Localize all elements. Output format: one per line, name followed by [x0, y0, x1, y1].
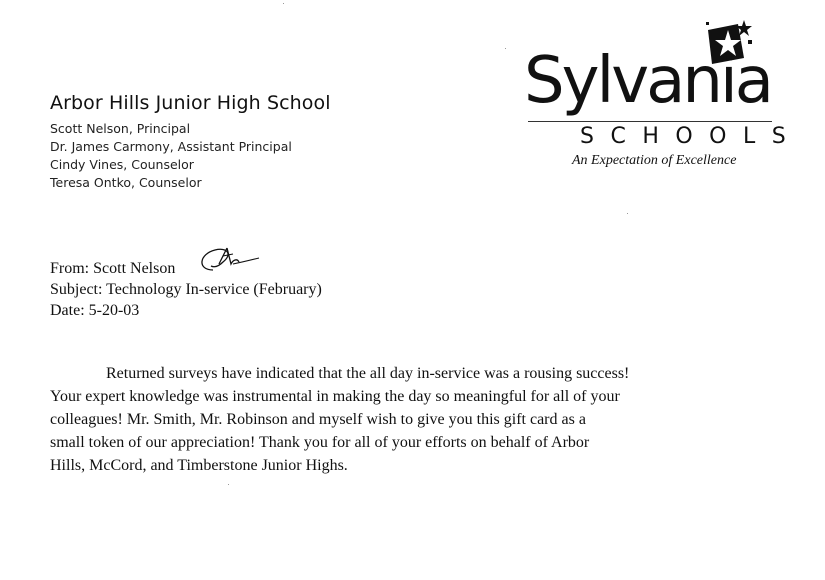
- memo-from: From: Scott Nelson: [50, 260, 176, 277]
- body-line-2: Your expert knowledge was instrumental in making the day so meaningful for all of your: [50, 388, 620, 405]
- sylvania-schools-logo: [524, 18, 803, 178]
- memo-date: Date: 5-20-03: [50, 302, 140, 319]
- logo-tagline: An Expectation of Excellence: [572, 153, 737, 168]
- logo-divider: [528, 121, 772, 122]
- staff-assistant-principal: Dr. James Carmony, Assistant Principal: [50, 139, 292, 154]
- signature-icon: [193, 240, 263, 280]
- scan-speck: [627, 213, 628, 214]
- logo-wordmark: Sylvania: [524, 44, 771, 118]
- memo-header: [50, 258, 322, 321]
- letter-body: [50, 362, 730, 477]
- staff-counselor-1: Cindy Vines, Counselor: [50, 157, 194, 172]
- logo-subtitle: SCHOOLS: [580, 124, 803, 149]
- letterhead: [50, 92, 331, 192]
- staff-counselor-2: Teresa Ontko, Counselor: [50, 175, 202, 190]
- body-line-3: colleagues! Mr. Smith, Mr. Robinson and myself wish to give you this gift card as a: [50, 411, 586, 428]
- memo-from-line: [50, 258, 322, 279]
- staff-principal: Scott Nelson, Principal: [50, 121, 191, 136]
- body-line-1: Returned surveys have indicated that the all day in-service was a rousing success!: [106, 365, 630, 382]
- scan-speck: [228, 484, 229, 485]
- school-name: Arbor Hills Junior High School: [50, 92, 331, 114]
- scan-speck: [505, 48, 506, 49]
- body-line-5: Hills, McCord, and Timberstone Junior Highs.: [50, 457, 348, 474]
- body-line-4: small token of our appreciation! Thank you for all of your efforts on behalf of Arbor: [50, 434, 590, 451]
- scan-speck: [283, 3, 284, 4]
- memo-subject: Subject: Technology In-service (February): [50, 281, 322, 298]
